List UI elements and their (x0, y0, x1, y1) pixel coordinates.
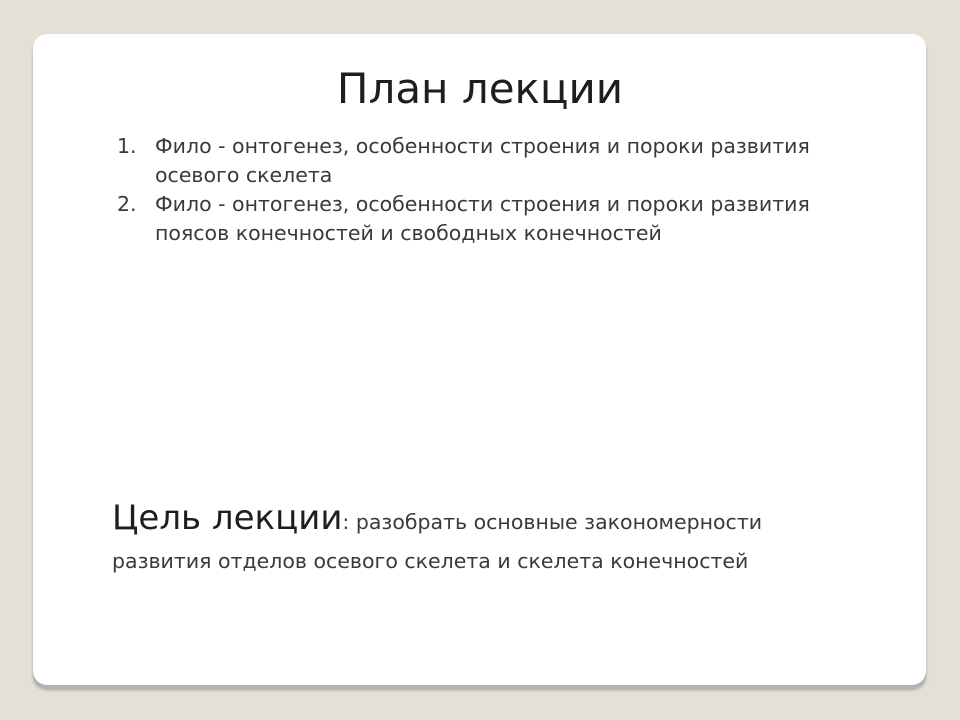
goal-text-line1: : разобрать основные закономерности (342, 510, 763, 534)
list-item-text: Фило - онтогенез, особенности строения и пороки развития осевого скелета (155, 134, 810, 187)
slide-title: План лекции (336, 64, 624, 113)
lecture-goal (112, 495, 872, 576)
list-item-text: Фило - онтогенез, особенности строения и пороки развития поясов конечностей и свободных конечностей (155, 192, 810, 245)
lecture-plan-list (117, 132, 817, 248)
list-item (117, 132, 817, 190)
list-item (117, 190, 817, 248)
goal-heading: Цель лекции (112, 498, 343, 538)
list-item-number: 1. (117, 134, 137, 158)
goal-text-line2: развития отделов осевого скелета и скелета конечностей (112, 549, 749, 573)
goal-first-line (112, 495, 872, 547)
list-item-number: 2. (117, 192, 137, 216)
